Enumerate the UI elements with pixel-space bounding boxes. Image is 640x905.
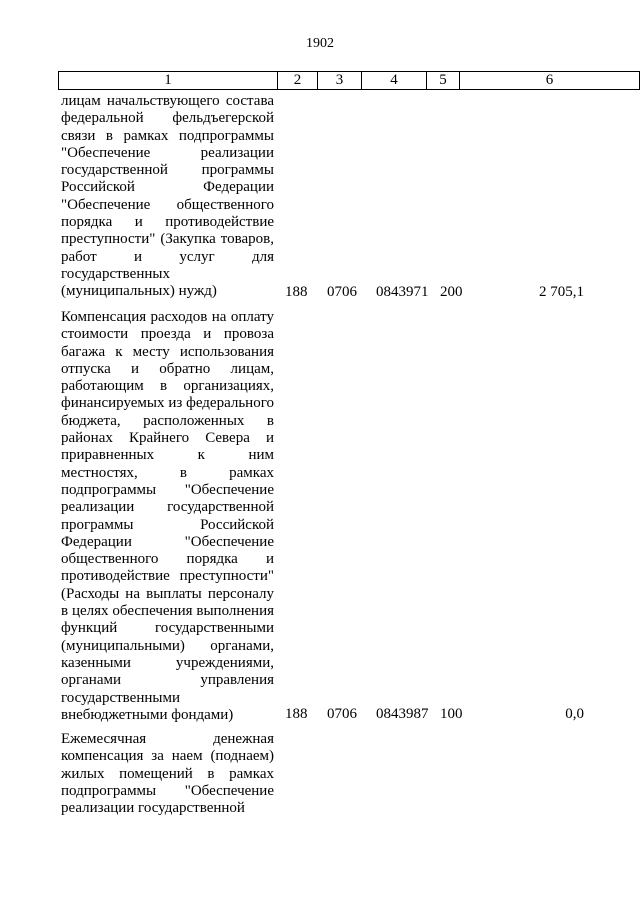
row-2-ministry: 188	[285, 706, 308, 722]
row-2-amount: 0,0	[565, 706, 584, 722]
row-2-description: Компенсация расходов на оплату стоимости проезда и провоза багажа к месту использования отпуска и обратно лицам, работающим в организациях, финансируемых из федерального бюджета, расположенных в районах Крайнего Севера и приравненных к ним местностях, в рамках подпрограммы "Обеспечение реализации государственной программы Российской Федерации "Обеспечение общественного порядка и противодействие преступности" (Расходы на выплаты персоналу в целях обеспечения выполнения функций государственными (муниципальными) органами, казенными учреждениями, органами управления государственными внебюджетными фондами)	[61, 309, 274, 723]
header-col-2: 2	[277, 72, 317, 89]
row-2-section: 0706	[327, 706, 357, 722]
row-1-ministry: 188	[285, 284, 308, 300]
row-1-section: 0706	[327, 284, 357, 300]
header-col-5: 5	[426, 72, 459, 89]
header-col-6: 6	[459, 72, 639, 89]
row-2-target: 0843987	[376, 706, 429, 722]
row-1-expense-type: 200	[440, 284, 463, 300]
row-1-target: 0843971	[376, 284, 429, 300]
header-col-4: 4	[361, 72, 426, 89]
row-3-description: Ежемесячная денежная компенсация за наем (поднаем) жилых помещений в рамках подпрограммы "Обеспечение реализации государственной	[61, 731, 274, 817]
page-number: 1902	[306, 36, 334, 51]
header-col-3: 3	[317, 72, 361, 89]
row-1-amount: 2 705,1	[539, 284, 584, 300]
row-2-expense-type: 100	[440, 706, 463, 722]
table-header	[58, 71, 640, 90]
header-col-1: 1	[164, 72, 172, 88]
row-1-description: лицам начальствующего состава федеральной фельдъегерской связи в рамках подпрограммы "Обеспечение реализации государственной программы Российской Федерации "Обеспечение общественного порядка и противодействие преступности" (Закупка товаров, работ и услуг для государственных (муниципальных) нужд)	[61, 93, 274, 300]
